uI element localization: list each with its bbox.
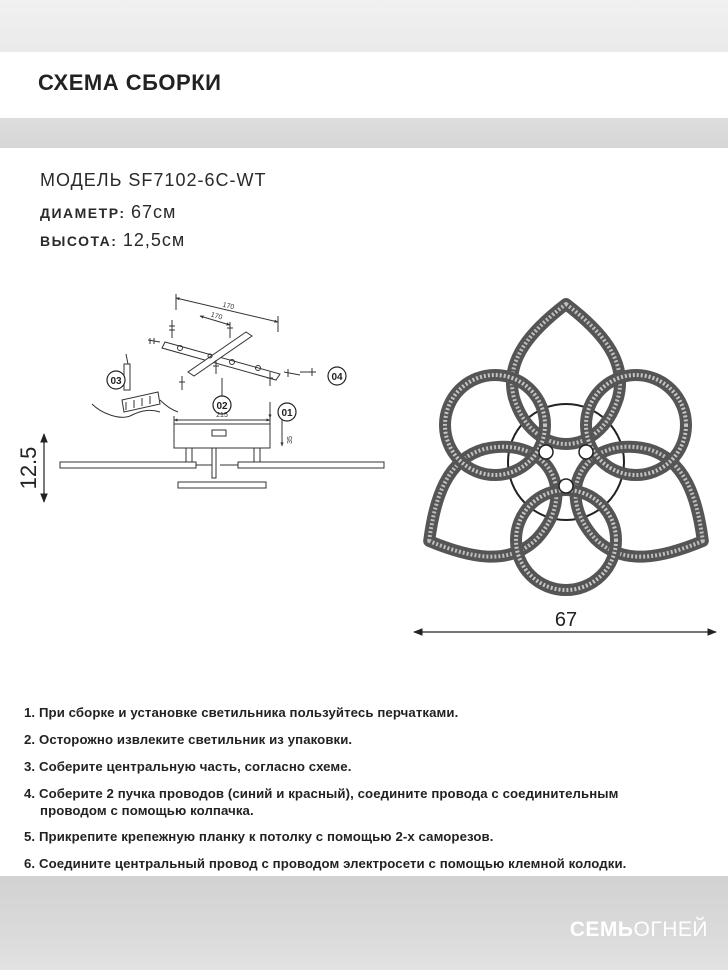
instruction-line: 4. Соберите 2 пучка проводов (синий и красный), соедините провода с соединительным: [24, 786, 619, 801]
top-view-diagram: [402, 304, 728, 590]
height-label: ВЫСОТА:: [40, 233, 118, 249]
step-01-marker: [278, 403, 296, 421]
page-title: СХЕМА СБОРКИ: [38, 70, 222, 95]
step-03-label: 03: [110, 376, 122, 387]
diameter-dimension: [414, 609, 716, 632]
instruction-item: 3. Соберите центральную часть, согласно схеме.: [24, 759, 352, 774]
dim-170-inner: 170: [209, 311, 223, 322]
diameter-label: ДИАМЕТР:: [40, 205, 126, 221]
instruction-line: проводом с помощью колпачка.: [40, 803, 254, 818]
dim-35: 35: [287, 436, 294, 444]
diameter-value: 67см: [130, 202, 177, 222]
dim-170-top: 170: [221, 301, 235, 312]
step-01-label: 01: [281, 408, 293, 419]
instruction-item: 1. При сборке и установке светильника пользуйтесь перчатками.: [24, 705, 459, 720]
step-03-marker: [107, 371, 125, 389]
brand-logo: [570, 918, 708, 942]
instruction-item: 6. Соедините центральный провод с проводом электросети с помощью клемной колодки.: [24, 856, 627, 871]
height-spec: [40, 230, 185, 251]
instruction-item: 5. Прикрепите крепежную планку к потолку с помощью 2-х саморезов.: [24, 829, 494, 844]
step-04-label: 04: [331, 372, 343, 383]
step-02-label: 02: [216, 401, 228, 412]
instructions-list: [24, 704, 714, 882]
diameter-dimension-label: 67: [554, 609, 578, 631]
dim-215: 215: [216, 412, 228, 419]
instruction-item: 2. Осторожно извлеките светильник из упаковки.: [24, 732, 353, 747]
height-value: 12,5см: [122, 230, 186, 250]
height-dimension-label: 12.5: [16, 446, 41, 490]
brand-bold: СЕМЬ: [569, 918, 634, 941]
model-spec: МОДЕЛЬ SF7102-6C-WT: [40, 170, 267, 190]
height-dimension: [16, 434, 44, 502]
brand-light: ОГНЕЙ: [633, 918, 708, 941]
instruction-item: [24, 785, 714, 819]
step-04-marker: [328, 367, 346, 385]
assembly-drawing: [0, 280, 728, 680]
diameter-spec: [40, 202, 176, 223]
side-view-diagram: [60, 294, 384, 488]
